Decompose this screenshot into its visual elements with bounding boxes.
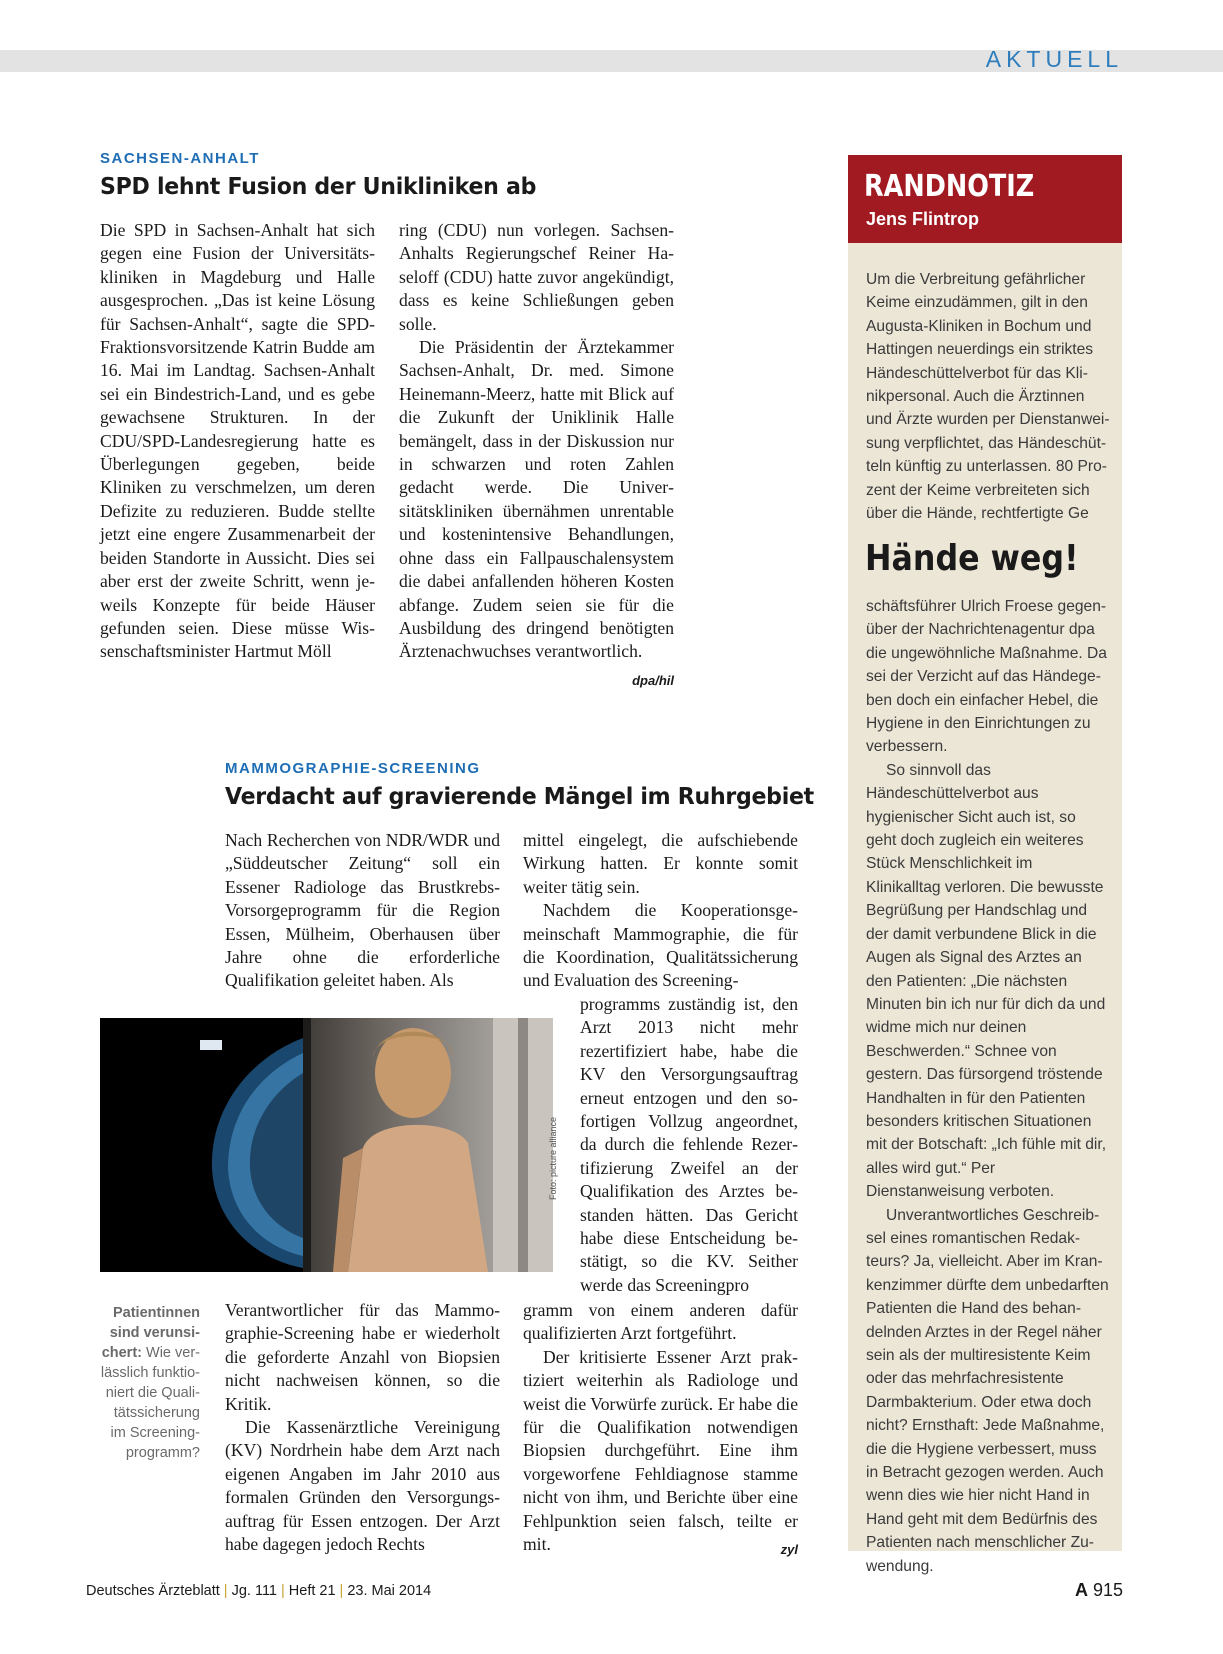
article2-col2-narrow-paragraph: programms zuständig ist, den Arzt 2013 nicht mehr rezertifiziert habe, habe die KV den Versorgungsauftrag erneut entzogen und den sofortigen Vollzug angeordnet, da durch die fehlende Rezertifizierung Zweifel an der Qualifikation des Arztes bestanden hätten. Das Gericht habe diese Entscheidung bestätigt, so die KV. Seither werde das Screeningpro (580, 994, 798, 1295)
caption-bold: Patientinnen sind verunsichert: (101, 1305, 200, 1361)
section-label: AKTUELL (985, 46, 1123, 72)
article2-headline: Verdacht auf gravierende Mängel im Ruhrgebiet (225, 784, 814, 810)
randnotiz-author: Jens Flintrop (866, 209, 980, 229)
article2-column-1-bottom (225, 1299, 500, 1556)
randnotiz-paragraph-2: schäftsführer Ulrich Froese gegenüber der Nachrichtenagentur dpa die ungewöhnliche Maßnahme. Da sei der Verzicht auf das Händegeben doch ein einfacher Hebel, die Hygiene in den Einrichtungen zu verbessern. (866, 598, 1107, 756)
article1-headline: SPD lehnt Fusion der Unikliniken ab (100, 174, 537, 200)
randnotiz-paragraph-1: Um die Verbreitung gefährlicher Keime einzudämmen, gilt in den Augusta-Kliniken in Bochum und Hattingen neuerdings ein striktes Händeschüttelverbot für das Klinikpersonal. Auch die Ärztinnen und Ärzte wurden per Dienstanweisung verpflichtet, das Händeschütteln künftig zu unterlassen. 80 Prozent der Keime verbreiteten sich über die Hände, rechtfertigte Ge (866, 271, 1110, 523)
article2-column-2-narrow (580, 993, 798, 1297)
footer-journal: Deutsches Ärzteblatt (86, 1583, 220, 1599)
photo-credit: Foto: picture alliance (548, 1116, 558, 1200)
article2-col2-paragraph-4: Der kritisierte Essener Arzt praktiziert weiterhin als Radiologe und weist die Vorwürfe zurück. Er habe die für die Qualifikation notwendigen Biopsien durchgeführt. Eine ihm vorgeworfene Fehldiagnose stamme nicht von ihm, und Berichte über eine Fehlpunktion seien falsch, teilte er mit. zyl (523, 1346, 798, 1557)
randnotiz-title: RANDNOTIZ (864, 169, 1035, 204)
page-prefix: A (1074, 1580, 1088, 1600)
article2-col2-paragraph-3: gramm von einem anderen dafür qualifizierten Arzt fortgeführt. (523, 1300, 798, 1344)
article2-col1-paragraph-2: Verantwortlicher für das Mammographie-Screening habe er wiederholt die geforderte Anzahl von Biopsien nicht nachweisen können, so die Kritik. (225, 1300, 500, 1414)
article1-col1-paragraph: Die SPD in Sachsen-Anhalt hat sich gegen eine Fusion der Universitätskliniken in Magdeburg und Halle ausgesprochen. „Das ist keine Lösung für Sachsen-Anhalt“, sagte die SPD-Fraktionsvorsitzende Katrin Budde am 16. Mai im Landtag. Sachsen-Anhalt sei ein Bindestrich-Land, und es gebe gewachsene Strukturen. In der CDU/SPD-Landesregierung hatte es Überlegungen gegeben, beide Kliniken zu verschmelzen, um deren Defizite zu reduzieren. Budde stellte jetzt eine engere Zusammenarbeit der beiden Standorte in Aussicht. Dies sei aber erst der zweite Schritt, wenn jeweils Konzepte für beide Häuser gefunden seien. Diese müsse Wissenschaftsminister Hartmut Möll (100, 220, 375, 662)
randnotiz-text-body (866, 595, 1110, 1578)
randnotiz-paragraph-4: Unverantwortliches Geschreibsel eines romantischen Redakteurs? Ja, vielleicht. Aber im Krankenzimmer dürfte dem unbedarften Patienten die Hand des behandelnden Arztes in der Regel näher sein als der multiresistente Keim oder das mehrfachresistente Darmbakterium. Oder etwa doch nicht? Ernsthaft: Jede Maßnahme, die die Hygiene verbessert, muss in Betracht gezogen werden. Auch wenn dies wie hier nicht Hand in Hand geht mit dem Bedürfnis des Patienten nach menschlicher Zuwendung. (866, 1206, 1109, 1575)
randnotiz-paragraph-3: So sinnvoll das Händeschüttelverbot aus hygienischer Sicht auch ist, so geht doch zugleich ein weiteres Stück Menschlichkeit im Klinikalltag verloren. Die bewusste Begrüßung per Handschlag und der damit verbundene Blick in die Augen als Signal des Arztes an den Patienten: „Die nächsten Minuten bin ich nur für dich da und widme mich nur deinen Beschwerden.“ Schnee von gestern. Das fürsorgend tröstende Handhalten in für den Patienten besonders kritischen Situationen mit der Botschaft: „Ich fühle mit dir, alles wird gut.“ Per Dienstanweisung verboten. (866, 761, 1107, 1201)
footer-info: Deutsches Ärzteblatt | Jg. 111 | Heft 21 | 23. Mai 2014 (86, 1583, 432, 1599)
footer-date: 23. Mai 2014 (347, 1583, 432, 1599)
footer-volume: Jg. 111 (231, 1583, 277, 1599)
article2-col2-paragraph-1: mittel eingelegt, die aufschiebende Wirkung hatten. Er konnte somit weiter tätig sein. (523, 830, 798, 897)
article1-column-2 (399, 219, 674, 692)
randnotiz-header (848, 155, 1122, 243)
article1-column-1 (100, 219, 375, 664)
article1-col2-paragraph-1: ring (CDU) nun vorlegen. Sachsen-Anhalts Regierungschef Reiner Haseloff (CDU) hatte zuvor angekündigt, dass es keine Schließungen geben solle. (399, 220, 674, 334)
article2-column-2-top (523, 829, 798, 993)
mammogram-image (100, 1018, 303, 1272)
caption-text: Wie verlässlich funktioniert die Qualitätssicherung im Screeningprogramm? (100, 1345, 200, 1461)
photo-caption (96, 1303, 200, 1463)
article2-kicker: MAMMOGRAPHIE-SCREENING (225, 760, 481, 777)
footer-issue: Heft 21 (288, 1583, 336, 1599)
page-number-value: 915 (1092, 1580, 1123, 1600)
article2-signature: zyl (780, 1542, 798, 1558)
mammography-photo (100, 1018, 553, 1272)
article1-kicker: SACHSEN-ANHALT (100, 150, 260, 167)
article2-column-1-top (225, 829, 500, 993)
randnotiz-text-top (866, 268, 1110, 525)
article1-col2-paragraph-2: Die Präsidentin der Ärztekammer Sachsen-Anhalt, Dr. med. Simone Heinemann-Meerz, hatte mit Blick auf die Zukunft der Uniklinik Halle bemängelt, dass in der Diskussion nur in schwarzen und roten Zahlen gedacht werde. Die Universitätskliniken übernähmen unrentable und kostenintensive Behandlungen, ohne dass ein Fallpauschalensystem die dabei anfallenden höheren Kosten abfange. Zudem seien sie für die Ausbildung des dringend benötigten Ärztenachwuchses verantwortlich. dpa/hil (399, 336, 674, 664)
randnotiz-sidebar (848, 155, 1122, 1575)
article1-signature: dpa/hil (632, 672, 674, 688)
article2-col2-paragraph-2: Nachdem die Kooperationsgemeinschaft Mammographie, die für die Koordination, Qualitätssicherung und Evaluation des Screening- (523, 900, 798, 991)
article2-column-2-bottom (523, 1299, 798, 1561)
patient-figure (303, 1018, 553, 1272)
article2-col1-paragraph-1: Nach Recherchen von NDR/WDR und „Süddeutscher Zeitung“ soll ein Essener Radiologe das Brustkrebs-Vorsorgeprogramm für die Region Essen, Mülheim, Oberhausen über Jahre ohne die erforderliche Qualifikation geleitet haben. Als (225, 830, 500, 991)
patient-photo (303, 1018, 553, 1272)
page-number (1075, 1580, 1123, 1601)
randnotiz-big-headline: Hände weg! (865, 538, 1079, 579)
article2-col1-paragraph-3: Die Kassenärztliche Vereinigung (KV) Nordrhein habe dem Arzt nach eigenen Angaben im Jahr 2010 aus formalen Gründen den Versorgungsauftrag für Essen entzogen. Der Arzt habe dagegen jedoch Rechts (225, 1417, 500, 1555)
